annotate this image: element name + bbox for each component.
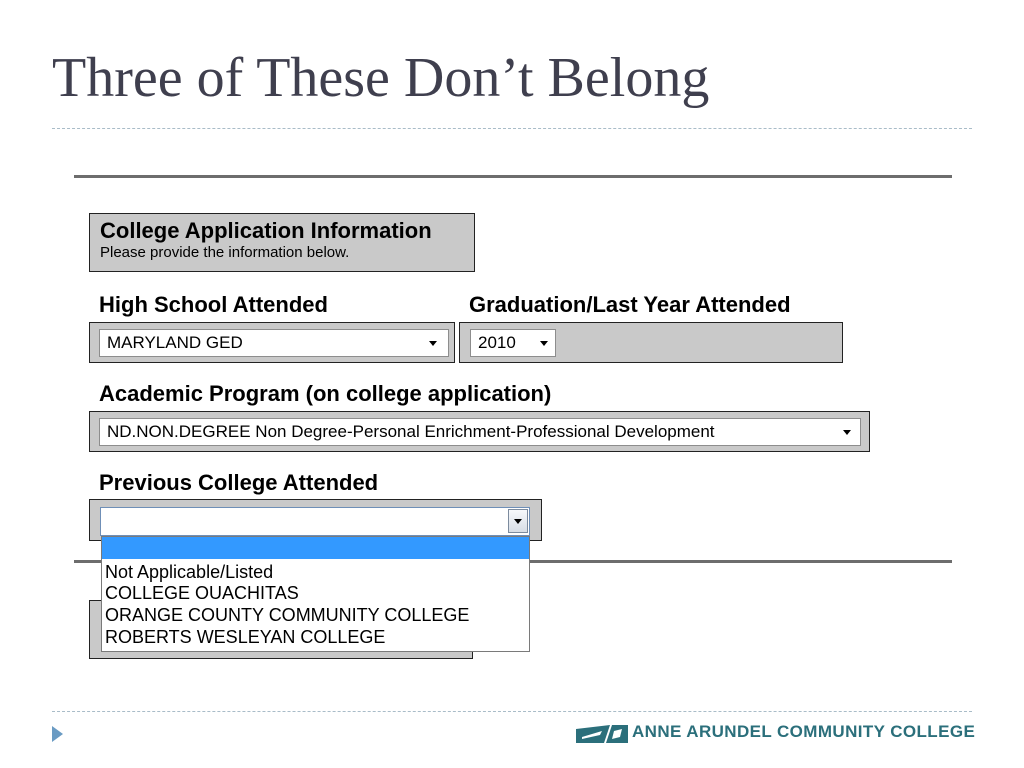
dropdown-highlighted-option[interactable] — [102, 537, 529, 559]
previous-college-select[interactable] — [100, 507, 530, 536]
academic-program-label: Academic Program (on college application) — [99, 381, 552, 406]
previous-college-label: Previous College Attended — [99, 470, 379, 495]
title-divider — [52, 128, 972, 129]
academic-program-value: ND.NON.DEGREE Non Degree-Personal Enrichment-Professional Development — [107, 422, 715, 441]
graduation-select[interactable] — [470, 329, 556, 357]
academic-program-select[interactable] — [99, 418, 861, 446]
dropdown-option[interactable]: COLLEGE OUACHITAS — [105, 583, 299, 603]
dropdown-option[interactable]: ORANGE COUNTY COMMUNITY COLLEGE — [105, 605, 470, 625]
previous-college-dropdown-button[interactable] — [508, 509, 528, 533]
college-logo-icon — [576, 725, 628, 743]
footer-divider — [52, 711, 972, 712]
form-header-box — [89, 213, 475, 272]
form-top-rule — [74, 175, 952, 178]
high-school-value: MARYLAND GED — [107, 333, 243, 352]
dropdown-option[interactable]: ROBERTS WESLEYAN COLLEGE — [105, 627, 386, 647]
slide-title: Three of These Don’t Belong — [52, 47, 710, 109]
form-header-title: College Application Information — [100, 218, 432, 243]
chevron-down-icon — [540, 341, 548, 346]
college-name: ANNE ARUNDEL COMMUNITY COLLEGE — [632, 722, 976, 741]
high-school-select[interactable] — [99, 329, 449, 357]
previous-college-dropdown-list[interactable] — [101, 536, 530, 652]
chevron-down-icon — [843, 430, 851, 435]
high-school-label: High School Attended — [99, 292, 328, 317]
form-header-subtitle: Please provide the information below. — [100, 244, 350, 261]
triangle-right-icon — [52, 726, 63, 742]
graduation-value: 2010 — [478, 333, 516, 352]
dropdown-option[interactable]: Not Applicable/Listed — [105, 562, 274, 582]
chevron-down-icon — [514, 519, 522, 524]
graduation-label: Graduation/Last Year Attended — [469, 292, 791, 317]
chevron-down-icon — [429, 341, 437, 346]
